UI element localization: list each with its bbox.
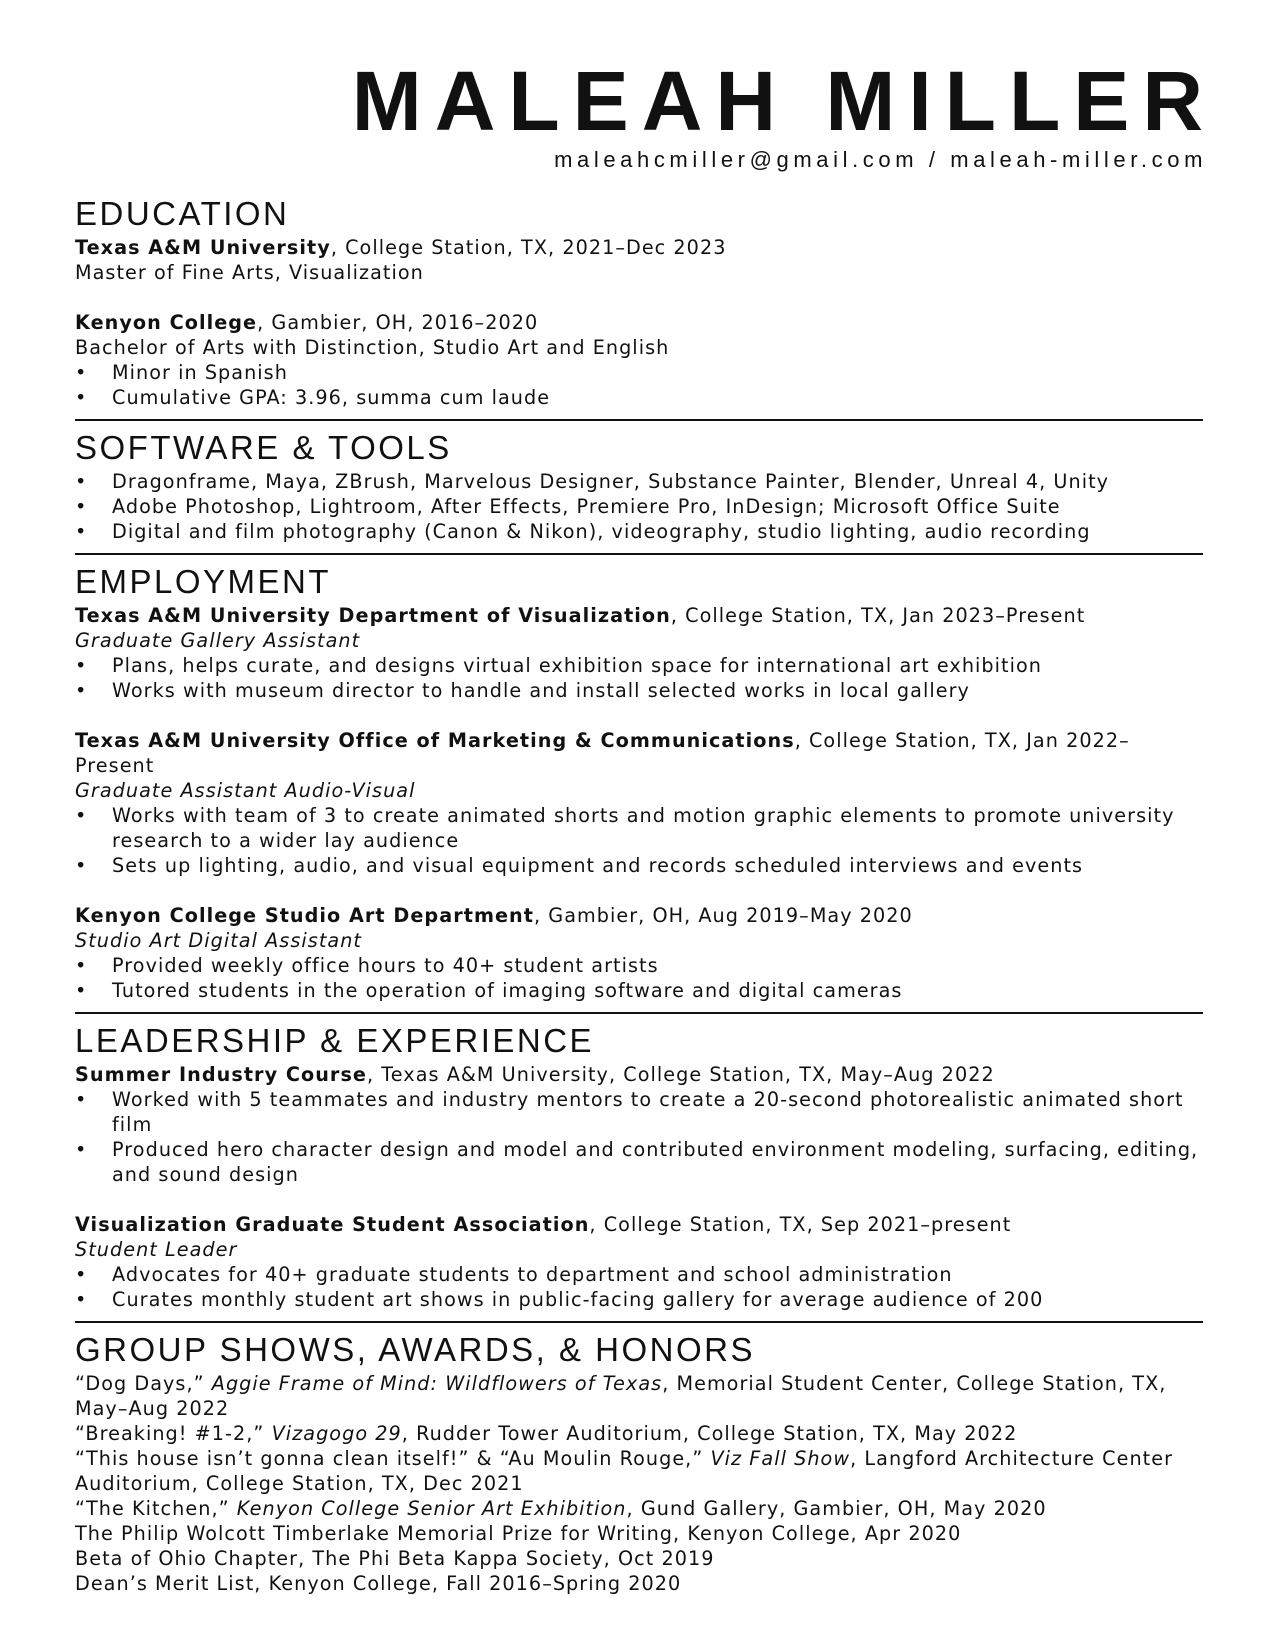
job-details: , Gambier, OH, Aug 2019–May 2020 <box>533 904 913 927</box>
resume-page <box>75 54 1216 1596</box>
bullet-list <box>75 360 1203 410</box>
job-details: , College Station, TX, Jan 2022– <box>794 729 1130 752</box>
list-item: • Works with team of 3 to create animated shorts and motion graphic elements to promote university research to a wider lay audience <box>75 804 1175 852</box>
org-details: , Texas A&M University, College Station, TX, May–Aug 2022 <box>366 1063 995 1086</box>
list-item: Dean’s Merit List, Kenyon College, Fall 2016–Spring 2020 <box>75 1572 682 1595</box>
education-entry <box>75 310 1203 410</box>
org-name: Visualization Graduate Student Association <box>75 1213 590 1236</box>
leadership-section <box>75 1020 1203 1312</box>
shows-section <box>75 1329 1203 1596</box>
list-item: • Cumulative GPA: 3.96, summa cum laude <box>75 386 551 409</box>
employer-name: Texas A&M University Office of Marketing & Communications <box>75 729 795 752</box>
section-title-employment: EMPLOYMENT <box>75 563 332 600</box>
job-entry <box>75 603 1203 703</box>
job-entry <box>75 728 1203 878</box>
list-item: • Tutored students in the operation of imaging software and digital cameras <box>75 979 903 1002</box>
bullet-list <box>75 803 1203 878</box>
job-entry <box>75 903 1203 1003</box>
list-item: • Plans, helps curate, and designs virtual exhibition space for international art exhibition <box>75 654 1042 677</box>
list-item: • Minor in Spanish <box>75 361 288 384</box>
software-section <box>75 427 1203 544</box>
list-item: “The Kitchen,” Kenyon College Senior Art Exhibition, Gund Gallery, Gambier, OH, May 2020 <box>75 1497 1047 1520</box>
list-item: “Breaking! #1-2,” Vizagogo 29, Rudder Tower Auditorium, College Station, TX, May 2022 <box>75 1422 1018 1445</box>
list-item: Beta of Ohio Chapter, The Phi Beta Kappa Society, Oct 2019 <box>75 1547 715 1570</box>
section-divider <box>75 553 1203 555</box>
bullet-list <box>75 653 1203 703</box>
leadership-entry <box>75 1212 1203 1312</box>
degree: Bachelor of Arts with Distinction, Studio Art and English <box>75 336 670 359</box>
section-divider <box>75 419 1203 421</box>
list-item: • Adobe Photoshop, Lightroom, After Effects, Premiere Pro, InDesign; Microsoft Office Suite <box>75 495 1061 518</box>
job-role: Studio Art Digital Assistant <box>75 929 362 952</box>
list-item: • Works with museum director to handle and install selected works in local gallery <box>75 679 970 702</box>
leadership-entry <box>75 1062 1203 1187</box>
education-section <box>75 193 1203 410</box>
job-role: Graduate Assistant Audio-Visual <box>75 779 416 802</box>
section-title-leadership: LEADERSHIP & EXPERIENCE <box>75 1022 595 1059</box>
employer-name: Texas A&M University Department of Visualization <box>75 604 671 627</box>
bullet-list <box>75 1262 1203 1312</box>
school-name: Kenyon College <box>75 311 258 334</box>
education-entry <box>75 235 1203 285</box>
section-divider <box>75 1012 1203 1014</box>
list-item: • Provided weekly office hours to 40+ student artists <box>75 954 659 977</box>
school-details: , College Station, TX, 2021–Dec 2023 <box>330 236 727 259</box>
list-item: • Curates monthly student art shows in public-facing gallery for average audience of 200 <box>75 1288 1044 1311</box>
job-details: , College Station, TX, Jan 2023–Present <box>670 604 1086 627</box>
list-item: • Advocates for 40+ graduate students to department and school administration <box>75 1263 953 1286</box>
list-item: “This house isn’t gonna clean itself!” & “Au Moulin Rouge,” Viz Fall Show, Langford Architecture Center Auditorium, College Station, TX, Dec 2021 <box>75 1447 1174 1495</box>
list-item: • Sets up lighting, audio, and visual equipment and records scheduled interviews and events <box>75 854 1084 877</box>
list-item: “Dog Days,” Aggie Frame of Mind: Wildflowers of Texas, Memorial Student Center, College Station, TX, May–Aug 2022 <box>75 1372 1167 1420</box>
org-name: Summer Industry Course <box>75 1063 367 1086</box>
employment-section <box>75 561 1203 1003</box>
list-item: • Dragonframe, Maya, ZBrush, Marvelous Designer, Substance Painter, Blender, Unreal 4, Unity <box>75 470 1110 493</box>
bullet-list <box>75 469 1203 544</box>
bullet-list <box>75 953 1203 1003</box>
section-title-education: EDUCATION <box>75 195 290 232</box>
list-item: • Produced hero character design and model and contributed environment modeling, surfacing, editing, and sound design <box>75 1138 1199 1186</box>
degree: Master of Fine Arts, Visualization <box>75 261 424 284</box>
section-title-shows: GROUP SHOWS, AWARDS, & HONORS <box>75 1331 756 1368</box>
bullet-list <box>75 1087 1203 1187</box>
org-role: Student Leader <box>75 1238 238 1261</box>
employer-name: Kenyon College Studio Art Department <box>75 904 534 927</box>
section-title-software: SOFTWARE & TOOLS <box>75 429 452 466</box>
section-divider <box>75 1321 1203 1323</box>
name-heading: MALEAH MILLER <box>351 54 1216 148</box>
contact-line: maleahcmiller@gmail.com / maleah-miller.com <box>554 147 1207 172</box>
list-item: The Philip Wolcott Timberlake Memorial Prize for Writing, Kenyon College, Apr 2020 <box>75 1522 962 1545</box>
list-item: • Worked with 5 teammates and industry mentors to create a 20-second photorealistic animated short film <box>75 1088 1184 1136</box>
school-name: Texas A&M University <box>75 236 331 259</box>
job-details-continued: Present <box>75 754 155 777</box>
org-details: , College Station, TX, Sep 2021–present <box>589 1213 1012 1236</box>
list-item: • Digital and film photography (Canon & Nikon), videography, studio lighting, audio recording <box>75 520 1091 543</box>
school-details: , Gambier, OH, 2016–2020 <box>257 311 539 334</box>
job-role: Graduate Gallery Assistant <box>75 629 361 652</box>
